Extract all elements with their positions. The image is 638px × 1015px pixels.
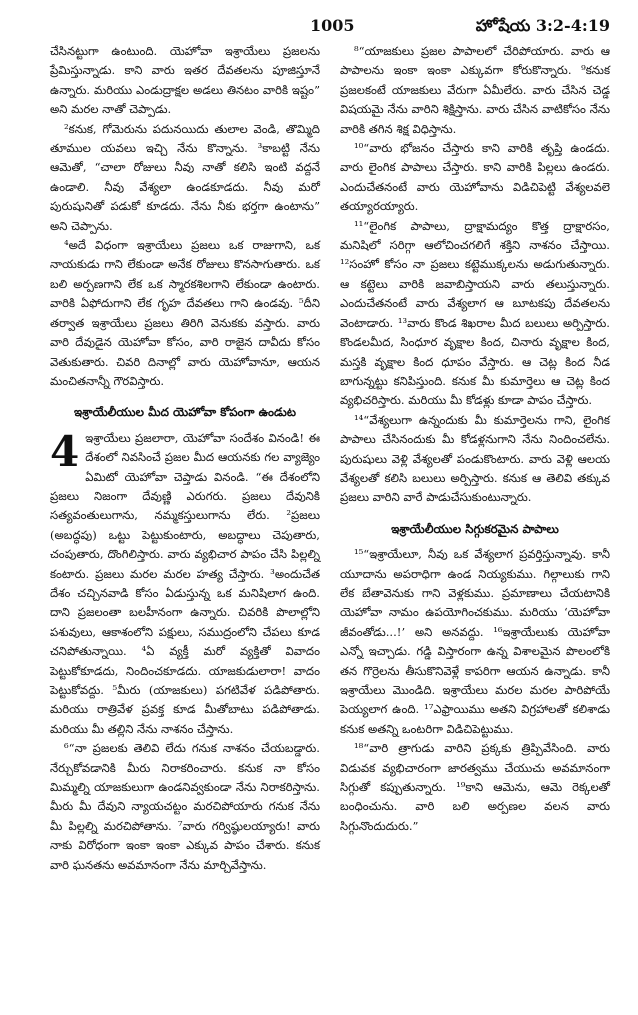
paragraph: ¹⁵“ఇశ్రాయేలూ, నీవు ఒక వేశ్యలాగ ప్రవర్తిస్తున్నావు. కానీ యూదాను అపరాధిగా ఉండ నియ్యకుము. గిల్గాలుకు గాని లేక బేతావెనుకు గాని వెళ్లకుము. ప్రమాణాలు చేయటానికి యెహోవా నామం ఉపయోగించకుము. మరియు ‘యెహోవా జీవంతోడు...!’ అని అనవద్దు. ¹⁶ఇశ్రాయేలుకు యెహోవా ఎన్నో ఇచ్చాడు. గడ్డి విస్తారంగా ఉన్న విశాలమైన పొలంలోకి తన గొర్రెలను తీసుకొనివెళ్లే కాపరిగా ఆయన ఉన్నాడు. కానీ ఇశ్రాయేలు మొండిది. ఇశ్రాయేలు మరల మరల పారిపోయే పెయ్యలాగ ఉంది. ¹⁷ఎఫ్రాయిము అతని విగ్రహాలతో కలిశాడు కనుక అతన్ని ఒంటరిగా విడిచిపెట్టుము. [340, 547, 610, 736]
page-number: 1005 [310, 16, 355, 35]
paragraph: ¹⁰“వారు భోజనం చేస్తారు కాని వారికి తృప్తి ఉండదు. వారు లైంగిక పాపాలు చేస్తారు. కాని వారికి పిల్లలు ఉండరు. ఎందుచేతనంటే వారు యెహోవాను విడిచిపెట్టి వేశ్యలవలె తయ్యారయ్యారు. [340, 141, 610, 214]
chapter-start [50, 426, 320, 740]
paragraph: ¹⁴“వేశ్యలుగా ఉన్నందుకు మీ కుమార్తెలను గాని, లైంగిక పాపాలు చేసినందుకు మీ కోడళ్లనుగాని నేను నిందించలేను. పురుషులు వెళ్లి వేశ్యలతో పండుకొంటారు. వారు వెళ్లి ఆలయ వేశ్యలతో కలిసి బలులు అర్పిస్తారు. కనుక ఆ తెలివి తక్కువ ప్రజలు వారిని వారే పాడుచేసుకుంటున్నారు. [340, 412, 610, 505]
paragraph: ⁶“నా ప్రజలకు తెలివి లేదు గనుక నాశనం చేయబడ్డారు. నేర్చుకోవడానికి మీరు నిరాకరించారు. కనుక నా కోసం మిమ్మల్ని యాజకులుగా ఉండనివ్వకుండా నేను నిరాకరిస్తాను. మీరు మీ దేవుని న్యాయచట్టం మరచిపోయారు గనుక నేను మీ పిల్లల్ని మరచిపోతాను. ⁷వారు గర్విష్ఠులయ్యారు! వారు నాకు విరోధంగా ఇంకా ఇంకా ఎక్కువ పాపం చేశారు. కనుక వారి ఘనతను అవమానంగా నేను మార్చివేస్తాను. [50, 741, 320, 872]
paragraph: ⁸“యాజకులు ప్రజల పాపాలలో చేరిపోయారు. వారు ఆ పాపాలను ఇంకా ఇంకా ఎక్కువగా కోరుకొన్నారు. ⁹కనుక ప్రజలకంటే యాజకులు వేరుగా ఏమీలేరు. వారు చేసిన చెడ్డ విషయమై నేను వారిని శిక్షిస్తాను. వారు చేసిన వాటికోసం నేను వారికి తగిన శిక్ష విధిస్తాను. [340, 44, 610, 136]
paragraph: ²కనుక, గోమెరును పదునయిదు తులాల వెండి, తొమ్మిది తూముల యవలు ఇచ్చి నేను కొన్నాను. ³కాబట్టి నేను ఆమెతో, “చాలా రోజులు నీవు నాతో కలిసి ఇంటి వద్దనే ఉండాలి. నీవు వేశ్యలా ఉండకూడదు. నీవు మరో పురుషునితో పడుకో కూడదు. నేను నీకు భర్తగా ఉంటాను” అని చెప్పాను. [50, 121, 320, 233]
book-reference: హోషేయ 3:2-4:19 [475, 16, 610, 35]
section-heading: ఇశ్రాయేలీయుల సిగ్గుకరమైన పాపాలు [391, 521, 559, 536]
paragraph: చేసినట్టుగా ఉంటుంది. యెహోవా ఇశ్రాయేలు ప్రజలను ప్రేమిస్తున్నాడు. కాని వారు ఇతర దేవతలను పూజిస్తూనే ఉన్నారు. మరియు ఎండుద్రాక్షల అడలు తినటం వారికి ఇష్టం” అని మరల నాతో చెప్పాడు. [50, 44, 320, 117]
section-heading: ఇశ్రాయేలీయుల మీద యెహోవా కోపంగా ఉండుట [74, 405, 296, 420]
right-column [340, 42, 610, 875]
chapter-number: 4 [50, 426, 80, 476]
paragraph: ¹⁸“వారి త్రాగుడు వారిని ప్రక్కకు త్రిప్పివేసింది. వారు విడువక వ్యభిచారంగా జారత్వము చేయుచు అవమానంగా సిగ్గుతో కప్పుతున్నారు. ¹⁹కాని ఆమెను, ఆమె రెక్కలతో బంధించును. వారి బలి అర్పణల వలన వారు సిగ్గునొందుదురు.” [340, 741, 610, 833]
left-column [50, 42, 320, 875]
text-columns [50, 42, 610, 875]
page-header [50, 12, 610, 40]
paragraph: ⁴అదే విధంగా ఇశ్రాయేలు ప్రజలు ఒక రాజుగాని, ఒక నాయకుడు గాని లేకుండా అనేక రోజులు కొనసాగుతారు. ఒక బలి అర్పణగాని లేక ఒక స్మారకశిలగాని లేకుండా ఉంటారు. వారికి ఏఫోదుగాని లేక గృహ దేవతలు గాని ఉండవు. ⁵దీని తర్వాత ఇశ్రాయేలు ప్రజలు తిరిగి వెనుకకు వస్తారు. వారు వారి దేవుడైన యెహోవా కోసం, వారి రాజైన దావీదు కోసం వెతుకుతారు. చివరి దినాల్లో వారు యెహోవానూ, ఆయన మంచితనాన్నీ గౌరవిస్తారు. [50, 238, 320, 388]
paragraph: ¹¹“లైంగిక పాపాలు, ద్రాక్షామద్యం కొత్త ద్రాక్షారసం, మనిషిలో సరిగ్గా ఆలోచించగలిగే శక్తిని నాశనం చేస్తాయి. ¹²సంహో కోసం నా ప్రజలు కట్టెముక్కలను అడుగుతున్నారు. ఆ కట్టెలు వారికి జవాబిస్తాయని వారు తలుస్తున్నారు. ఎందుచేతనంటే వారు వేశ్యలాగ ఆ బూటకపు దేవతలను వెంటాడారు. ¹³వారు కొండ శిఖరాల మీద బలులు అర్పిస్తారు. కొండలమీద, సింధూర వృక్షాల కింద, చినారు వృక్షాల కింద, మస్తకి వృక్షాల కింద ధూపం వేస్తారు. ఆ చెట్ల కింద నీడ బాగున్నట్టు కనిపిస్తుంది. కనుక మీ కుమార్తెలు ఆ చెట్ల కింద వ్యభిచరిస్తారు. మరియు మీ కోడళ్లు కూడా పాపం చేస్తారు. [340, 218, 610, 408]
paragraph: ఇశ్రాయేలు ప్రజలారా, యెహోవా సందేశం వినండి! ఈ దేశంలో నివసించే ప్రజల మీద ఆయనకు గల వ్యాజ్యెం ఏమిటో యెహోవా చెప్తాడు వినండి. “ఈ దేశంలోని ప్రజలు నిజంగా దేవుణ్ణి ఎరుగరు. ప్రజలు దేవునికి సత్యవంతులుగాను, నమ్మకస్తులుగాను లేరు. ²ప్రజలు (అబద్ధపు) ఒట్టు పెట్టుకుంటారు, అబద్ధాలు చెపుతారు, చంపుతారు, దొంగిలిస్తారు. వారు వ్యభిచార పాపం చేసి పిల్లల్ని కంటారు. ప్రజలు మరల మరల హత్య చేస్తారు. ³అందుచేత దేశం చచ్చినవాడి కోసం ఏడుస్తున్న ఒక మనిషిలాగ ఉంది. దాని ప్రజలంతా బలహీనంగా ఉన్నారు. చివరికి పొలాల్లోని పశువులు, ఆకాశంలోని పక్షులు, సముద్రంలోని చేపలు కూడ చనిపోతున్నాయి. ⁴ఏ వ్యక్తీ మరో వ్యక్తితో వివాదం పెట్టుకోకూడదు, నిందించకూడదు. యాజకుడులారా! వాదం పెట్టుకోవద్దు. ⁵మీరు (యాజకులు) పగటివేళ పడిపోతారు. మరియు రాత్రివేళ ప్రవక్త కూడ మీతోబాటు పడిపోతాడు. మరియు మీ తల్లిని నేను నాశనం చేస్తాను. [50, 430, 320, 736]
